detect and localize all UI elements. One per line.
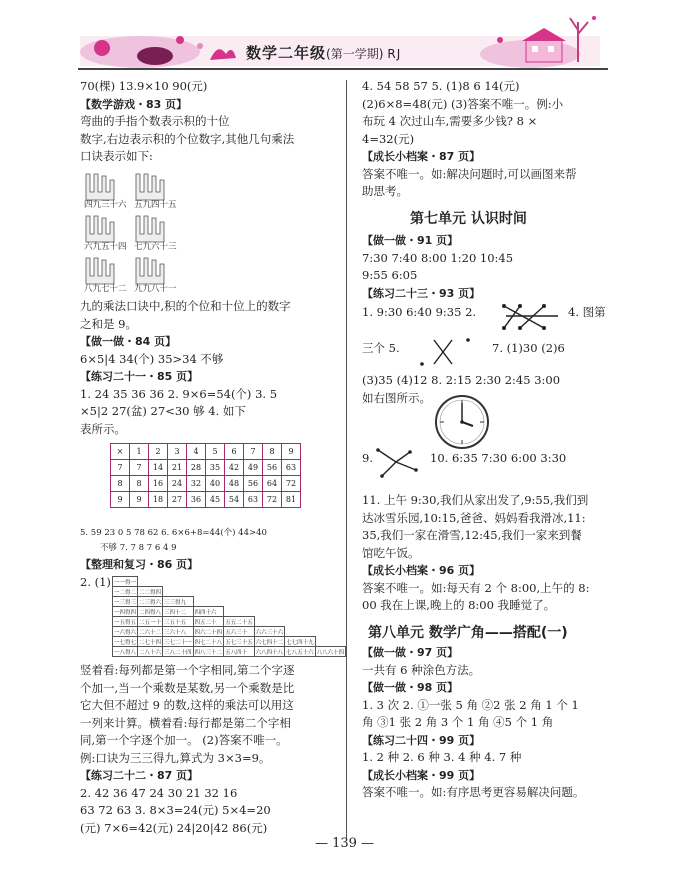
- table-cell: 二八十六: [138, 647, 163, 657]
- right-column-top: [362, 78, 610, 201]
- table-header-row: [111, 444, 301, 460]
- table-cell: 四七二十八: [193, 637, 224, 647]
- text-line: 35,我们一家在滑雪,12:45,我们一家来到餐: [362, 528, 582, 542]
- header-title: [246, 42, 401, 63]
- section-heading: 【练习二十三・93 页】: [362, 286, 481, 300]
- table-cell: 三四十二: [163, 607, 194, 617]
- table-cell: 81: [282, 492, 301, 508]
- text-line: 2. 42 36 47 24 30 21 32 16: [80, 785, 238, 800]
- table-cell: 9: [130, 492, 149, 508]
- table-cell: 7: [111, 460, 130, 476]
- table-cell: 40: [206, 476, 225, 492]
- table-cell: 8: [111, 476, 130, 492]
- table-cell: 四八三十二: [193, 647, 224, 657]
- text-line: 1. 3 次 2. ①一张 5 角 ②2 张 2 角 1 个 1: [362, 697, 579, 712]
- table-cell: 一五得五: [113, 617, 138, 627]
- header-edition: RJ: [387, 47, 402, 61]
- table-cell: 45: [206, 492, 225, 508]
- table-cell: 72: [282, 476, 301, 492]
- text-line: 70(棵) 13.9×10 90(元): [80, 79, 208, 93]
- right-exercise11: [362, 492, 610, 615]
- text-line: 数字,右边表示积的个位数字,其他几句乘法: [80, 131, 295, 146]
- multiplication-table: [110, 443, 301, 508]
- text-line: 助思考。: [362, 184, 408, 198]
- table-cell: 21: [168, 460, 187, 476]
- text-line: (2)6×8=48(元) (3)答案不唯一。例:小: [362, 96, 564, 111]
- text-line: 5. 59 23 0 5 78 62 6. 6×6+8=44(个) 44>40: [80, 528, 267, 538]
- table-cell: 三八二十四: [163, 647, 194, 657]
- text-line: 1. 9:30 6:40 9:35 2.: [362, 305, 477, 319]
- hand-label: 九九八十一: [134, 284, 177, 294]
- text-line: 它大但不超过 9 的数,这样的乘法可以用这: [80, 698, 294, 712]
- table-cell: 3: [168, 444, 187, 460]
- hand-label: 七九六十三: [134, 242, 177, 252]
- table-row: [113, 577, 346, 587]
- text-line: 4=32(元): [362, 131, 415, 146]
- table-row: [113, 637, 346, 647]
- table-row: [113, 607, 346, 617]
- text-line: 例:口诀为三三得九,算式为 3×3=9。: [80, 750, 271, 765]
- table-cell: 6: [225, 444, 244, 460]
- text-line: 九的乘法口诀中,积的个位和十位上的数字: [80, 299, 291, 313]
- table-cell: 1: [130, 444, 149, 460]
- hands-illustration: [84, 170, 184, 300]
- section-heading: 【成长小档案・99 页】: [362, 768, 481, 782]
- text-line: 1. 2 种 2. 6 种 3. 4 种 4. 7 种: [362, 750, 522, 764]
- hand-label: 八九七十二: [84, 284, 127, 294]
- section-heading: 【练习二十一・85 页】: [80, 370, 199, 383]
- text-line: 馆吃午饭。: [362, 545, 420, 560]
- text-line: 1. 24 35 36 36 2. 9×6=54(个) 3. 5: [80, 386, 278, 401]
- table-cell: 二三得六: [138, 597, 163, 607]
- hand-label: 四九三十六: [84, 200, 127, 210]
- text-line: 一共有 6 种涂色方法。: [362, 662, 481, 677]
- table-cell: 18: [149, 492, 168, 508]
- table-cell: 四五二十: [193, 617, 224, 627]
- table-cell: 7: [130, 460, 149, 476]
- table-cell: 二六十二: [138, 627, 163, 637]
- text-line: 弯曲的手指个数表示积的十位: [80, 114, 230, 128]
- text-line: (3)35 (4)12 8. 2:15 2:30 2:45 3:00: [362, 373, 561, 387]
- table-cell: 63: [244, 492, 263, 508]
- text-line: (元) 7×6=42(元) 24|20|42 86(元): [80, 820, 268, 835]
- unit-title: 第八单元 数学广角——搭配(一): [368, 625, 568, 641]
- text-line: 63 72 63 3. 8×3=24(元) 5×4=20: [80, 803, 271, 817]
- table-cell: 三六十八: [163, 627, 194, 637]
- table-cell: 五八四十: [224, 647, 255, 657]
- table-cell: 四四十六: [193, 607, 224, 617]
- table-cell: 56: [244, 476, 263, 492]
- table-cell: 5: [206, 444, 225, 460]
- table-cell: 14: [149, 460, 168, 476]
- table-cell: 二五一十: [138, 617, 163, 627]
- header-rule: [78, 68, 608, 70]
- table-cell: 二七十四: [138, 637, 163, 647]
- table-row: [111, 460, 301, 476]
- table-cell: 72: [263, 492, 282, 508]
- table-cell: 56: [263, 460, 282, 476]
- table-cell: 一四得四: [113, 607, 138, 617]
- section-heading: 【做一做・97 页】: [362, 646, 459, 659]
- text-line: 不够 7. 7 8 7 6 4 9: [100, 543, 177, 553]
- text-line: 00 我在上课,晚上的 8:00 我睡觉了。: [362, 598, 556, 612]
- table-cell: 49: [244, 460, 263, 476]
- table-cell: 一一得一: [113, 577, 138, 587]
- table-cell: 64: [263, 476, 282, 492]
- table-cell: 四六二十四: [193, 627, 224, 637]
- cross-lines-figure: [418, 336, 476, 368]
- table-cell: 六六三十六: [254, 627, 285, 637]
- text-line: 9.: [362, 451, 373, 465]
- text-line: 4. 54 58 57 5. (1)8 6 14(元): [362, 79, 520, 93]
- section-heading: 【做一做・91 页】: [362, 234, 459, 247]
- table-row: [113, 627, 346, 637]
- table-cell: 五七三十五: [224, 637, 255, 647]
- text-line: 11. 上午 9:30,我们从家出发了,9:55,我们到: [362, 493, 589, 507]
- table-row: [111, 476, 301, 492]
- header-subtitle: (第一学期): [326, 47, 384, 61]
- table-cell: 七七四十九: [285, 637, 316, 647]
- page-number: — 139 —: [314, 836, 375, 851]
- section-heading: 【数学游戏・83 页】: [80, 97, 188, 111]
- clock-face: [434, 394, 490, 450]
- table-cell: 六八四十八: [254, 647, 285, 657]
- table-cell: 4: [187, 444, 206, 460]
- table-cell: 42: [225, 460, 244, 476]
- header-title-main: 数学二年级: [246, 44, 327, 62]
- section-heading: 【练习二十二・87 页】: [80, 769, 199, 782]
- text-line: 角 ③1 张 2 角 3 个 1 角 ④5 个 1 角: [362, 715, 554, 729]
- hand-label: 五九四十五: [134, 200, 177, 210]
- text-line: 一列来计算。横着看:每行都是第二个字相: [80, 715, 291, 730]
- matching-lines-figure: [498, 300, 564, 334]
- table-row: [111, 492, 301, 508]
- section-heading: 【成长小档案・87 页】: [362, 150, 481, 163]
- table-cell: 一三得三: [113, 597, 138, 607]
- table-cell: 二四得八: [138, 607, 163, 617]
- table-cell: 8: [130, 476, 149, 492]
- table-cell: 48: [225, 476, 244, 492]
- text-line: 7. (1)30 (2)6: [492, 341, 565, 355]
- text-line: 答案不唯一。如:有序思考更容易解决问题。: [362, 785, 585, 799]
- text-line: 10. 6:35 7:30 6:00 3:30: [430, 451, 567, 465]
- section-heading: 【成长小档案・96 页】: [362, 564, 481, 577]
- table-cell: 36: [187, 492, 206, 508]
- table-cell: 8: [263, 444, 282, 460]
- text-line: 布玩 4 次过山车,需要多少钱? 8 ×: [362, 114, 538, 128]
- table-cell: 五五二十五: [224, 617, 255, 627]
- table-row: [113, 597, 346, 607]
- left-column-mid: [80, 298, 330, 438]
- section-heading: 【做一做・98 页】: [362, 681, 459, 694]
- right-unit7: [362, 232, 610, 302]
- table-cell: 54: [225, 492, 244, 508]
- table-cell: ×: [111, 444, 130, 460]
- left-column-top: [80, 78, 330, 166]
- table-cell: 一七得七: [113, 637, 138, 647]
- table-row: [113, 587, 346, 597]
- text-line: 个加一,当一个乘数是某数,另一个乘数是比: [80, 680, 295, 695]
- table-cell: 五六三十: [224, 627, 255, 637]
- hand-label: 六九五十四: [84, 242, 127, 252]
- table-row: [113, 647, 346, 657]
- section-heading: 【做一做・84 页】: [80, 335, 177, 348]
- left-column-bottom: [80, 662, 330, 837]
- table-cell: 9: [111, 492, 130, 508]
- table-cell: 27: [168, 492, 187, 508]
- table-cell: 三三得九: [163, 597, 194, 607]
- table-cell: 一八得八: [113, 647, 138, 657]
- table-cell: 六七四十二: [254, 637, 285, 647]
- text-line: 同,第一个字逐个加一。 (2)答案不唯一。: [80, 733, 288, 747]
- table-cell: 9: [282, 444, 301, 460]
- table-cell: 三五十五: [163, 617, 194, 627]
- text-line: 口诀表示如下:: [80, 149, 153, 163]
- multiplication-staircase: [112, 576, 346, 657]
- text-line: 7:30 7:40 8:00 1:20 10:45: [362, 250, 514, 265]
- text-line: 如右图所示。: [362, 390, 431, 405]
- text-line: 表所示。: [80, 421, 126, 436]
- table-cell: 35: [206, 460, 225, 476]
- unit-title: 第七单元 认识时间: [410, 211, 527, 227]
- text-line: 答案不唯一。如:每天有 2 个 8:00,上午的 8:: [362, 580, 590, 595]
- table-cell: 32: [187, 476, 206, 492]
- table-cell: 16: [149, 476, 168, 492]
- text-line: ×5|2 27(盆) 27<30 够 4. 如下: [80, 404, 246, 418]
- column-divider: [346, 80, 347, 840]
- table-cell: 八八六十四: [315, 647, 346, 657]
- table-row: [113, 617, 346, 627]
- text-line: 之和是 9。: [80, 316, 137, 331]
- table-cell: 2: [149, 444, 168, 460]
- text-line: 答案不唯一。如:解决问题时,可以画图来帮: [362, 166, 577, 181]
- dot-path-figure: [374, 444, 424, 480]
- table-cell: 24: [168, 476, 187, 492]
- hands-figure: [84, 170, 184, 300]
- text-line: 9:55 6:05: [362, 268, 418, 282]
- table-cell: 一六得六: [113, 627, 138, 637]
- section-heading: 【整理和复习・86 页】: [80, 558, 199, 571]
- section-heading: 【练习二十四・99 页】: [362, 733, 481, 747]
- table-cell: 63: [282, 460, 301, 476]
- text-line: 4. 图第: [568, 305, 606, 319]
- text-line: 竖着看:每列都是第一个字相同,第二个字逐: [80, 663, 295, 677]
- table-cell: 28: [187, 460, 206, 476]
- text-line: 达冰雪乐园,10:15,爸爸、妈妈看我滑冰,11:: [362, 510, 586, 525]
- table-cell: 二二得四: [138, 587, 163, 597]
- text-line: 6×5|4 34(个) 35>34 不够: [80, 351, 224, 366]
- right-unit8: [362, 644, 610, 802]
- table-cell: 三七二十一: [163, 637, 194, 647]
- table-cell: 七八五十六: [285, 647, 316, 657]
- table-cell: 一二得二: [113, 587, 138, 597]
- table-cell: 7: [244, 444, 263, 460]
- text-line: 三个 5.: [362, 341, 400, 355]
- text-line: 2. (1): [80, 574, 111, 589]
